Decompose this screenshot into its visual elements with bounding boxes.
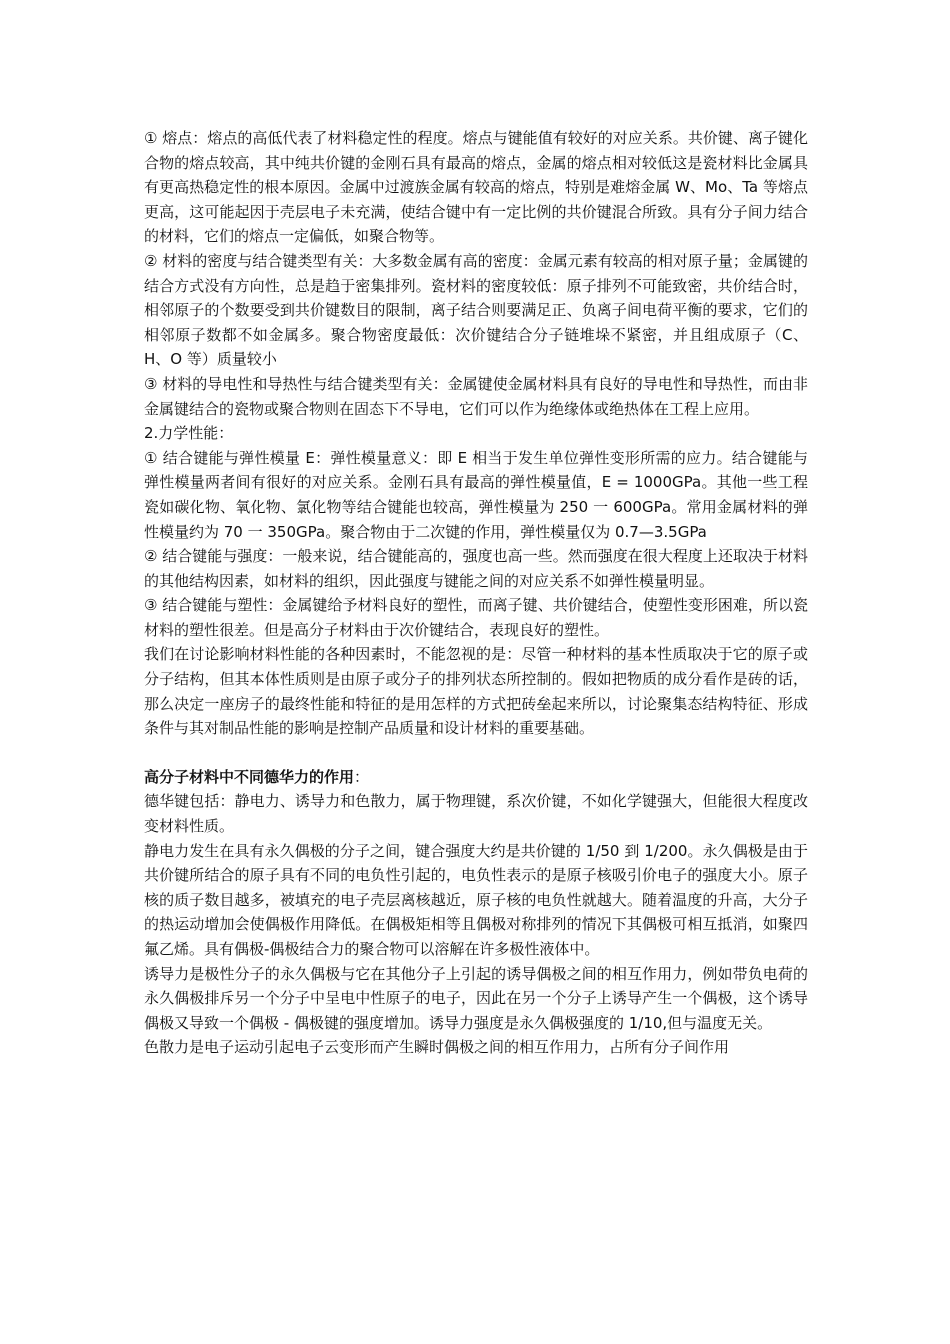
paragraph-elastic-modulus: ① 结合键能与弹性模量 E：弹性模量意义：即 E 相当于发生单位弹性变形所需的应力。结合键能与弹性模量两者间有很好的对应关系。金刚石具有最高的弹性模量值，E = 1000GPa。其他一些工程瓷如碳化物、氧化物、氯化物等结合键能也较高，弹性模量为 250 一 600GPa。常用金属材料的弹性模量约为 70 一 350GPa。聚合物由于二次键的作用，弹性模量仅为 0.7—3.5GPa	[144, 448, 808, 541]
document-body	[144, 126, 808, 1060]
paragraph-plasticity: ③ 结合键能与塑性：金属键给予材料良好的塑性，而离子键、共价键结合，使塑性变形困难，所以瓷材料的塑性很差。但是高分子材料由于次价键结合，表现良好的塑性。	[144, 596, 808, 639]
paragraph-dispersion-force: 色散力是电子运动引起电子云变形而产生瞬时偶极之间的相互作用力，占所有分子间作用	[144, 1038, 730, 1057]
paragraph-electrostatic-force: 静电力发生在具有永久偶极的分子之间，键合强度大约是共价键的 1/50 到 1/200。永久偶极是由于共价键所结合的原子具有不同的电负性引起的，电负性表示的是原子核吸引价电子的强度大小。原子核的质子数目越多，被填充的电子壳层离核越近，原子核的电负性就越大。随着温度的升高，大分子的热运动增加会使偶极作用降低。在偶极矩相等且偶极对称排列的情况下其偶极可相互抵消，如聚四氟乙烯。具有偶极-偶极结合力的聚合物可以溶解在许多极性液体中。	[144, 841, 808, 958]
paragraph-melting-point: ① 熔点：熔点的高低代表了材料稳定性的程度。熔点与键能值有较好的对应关系。共价键、离子键化合物的熔点较高，其中纯共价键的金刚石具有最高的熔点，金属的熔点相对较低这是瓷材料比金属具有更高热稳定性的根本原因。金属中过渡族金属有较高的熔点，特别是难熔金属 W、Mo、Ta 等熔点更高，这可能起因于壳层电子未充满，使结合键中有一定比例的共价键混合所致。具有分子间力结合的材料，它们的熔点一定偏低，如聚合物等。	[144, 129, 808, 246]
section-heading	[144, 765, 808, 790]
paragraph-mechanical-heading: 2.力学性能：	[144, 424, 234, 443]
paragraph-aggregate-structure: 我们在讨论影响材料性能的各种因素时，不能忽视的是：尽管一种材料的基本性质取决于它的原子或分子结构，但其本体性质则是由原子或分子的排列状态所控制的。假如把物质的成分看作是砖的话，那么决定一座房子的最终性能和特征的是用怎样的方式把砖垒起来所以，讨论聚集态结构特征、形成条件与其对制品性能的影响是控制产品质量和设计材料的重要基础。	[144, 645, 808, 738]
paragraph-strength: ② 结合键能与强度：一般来说，结合键能高的，强度也高一些。然而强度在很大程度上还取决于材料的其他结构因素，如材料的组织，因此强度与键能之间的对应关系不如弹性模量明显。	[144, 547, 808, 590]
paragraph-conductivity: ③ 材料的导电性和导热性与结合键类型有关：金属键使金属材料具有良好的导电性和导热性，而由非金属键结合的瓷物或聚合物则在固态下不导电，它们可以作为绝缘体或绝热体在工程上应用。	[144, 374, 808, 418]
paragraph-van-der-waals-intro: 德华键包括：静电力、诱导力和色散力，属于物理键，系次价键，不如化学键强大，但能很大程度改变材料性质。	[144, 792, 808, 836]
section-spacer	[144, 741, 808, 765]
section-heading-suffix: ：	[354, 767, 370, 786]
paragraph-density: ② 材料的密度与结合键类型有关：大多数金属有高的密度：金属元素有较高的相对原子量；金属键的结合方式没有方向性，总是趋于密集排列。瓷材料的密度较低：原子排列不可能致密，共价结合时，相邻原子的个数要受到共价键数目的限制，离子结合则要满足正、负离子间电荷平衡的要求，它们的相邻原子数都不如金属多。聚合物密度最低：次价键结合分子链堆垛不紧密，并且组成原子（C、H、O 等）质量较小	[144, 251, 808, 369]
paragraph-induction-force: 诱导力是极性分子的永久偶极与它在其他分子上引起的诱导偶极之间的相互作用力，例如带负电荷的永久偶极排斥另一个分子中呈电中性原子的电子，因此在另一个分子上诱导产生一个偶极，这个诱导偶极又导致一个偶极 - 偶极键的强度增加。诱导力强度是永久偶极强度的 1/10,但与温度无关。	[144, 964, 808, 1032]
section-heading-text: 高分子材料中不同德华力的作用	[144, 767, 355, 786]
